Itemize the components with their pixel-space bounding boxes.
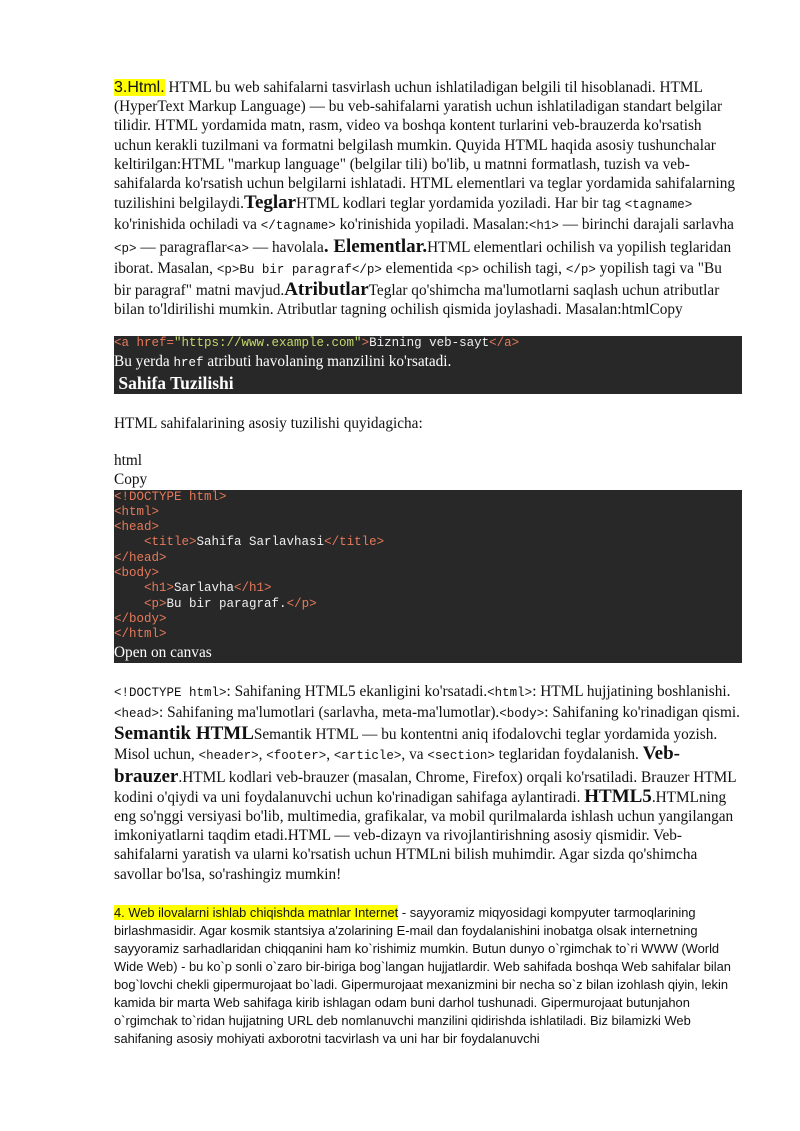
text-run: elementida — [381, 259, 457, 277]
text-run: : Sahifaning ko'rinadigan qismi. — [544, 703, 740, 721]
code-line — [114, 627, 742, 642]
code-token: <title> — [144, 535, 197, 550]
code-language-label: html — [114, 452, 143, 470]
text-run: — paragraflar — [136, 238, 227, 256]
code-token: "https://www.example.com" — [174, 336, 362, 351]
code-token: </head> — [114, 550, 167, 565]
text-run: HTML kodlari teglar yordamida yoziladi. Har bir tag — [296, 195, 625, 213]
copy-button[interactable]: Copy — [114, 471, 148, 489]
heading-html5: HTML5 — [584, 785, 652, 807]
text-run: — havolala — [249, 238, 324, 256]
section3-paragraph — [114, 78, 742, 319]
text-run: : HTML hujjatining boshlanishi. — [532, 682, 731, 700]
inline-code: <article> — [333, 749, 402, 764]
code-line — [114, 597, 742, 612]
text-run: Teglar qo'shimcha ma'lumotlarni saqlash uchun atributlar bilan to'ldirilishi mumkin. Atributlar tagning ochilish qismida joylashadi. Masalan:htmlCopy — [114, 282, 720, 319]
code-token: </html> — [114, 627, 167, 642]
code-line — [114, 535, 742, 550]
section3-explanation — [114, 682, 742, 884]
heading-sahifa-tuzilishi: Sahifa Tuzilishi — [114, 372, 234, 393]
code-token: </p> — [286, 596, 317, 611]
code-line — [114, 505, 742, 520]
inline-code: <footer> — [266, 749, 327, 764]
text-run: HTML bu web sahifalarni tasvirlash uchun ishlatiladigan belgili til hisoblanadi. HTML (HyperText Markup Language) — bu veb-sahifalarni yaratish uchun ishlatiladigan standart belgilar tilidir. HTML yordamida matn, rasm, video va boshqa kontent turlarini veb-brauzerda ko'rsatish uchun kerakli tuzilmani va formatni belgilash mumkin. Quyida HTML haqida asosiy tushunchalar keltirilgan:HTML "markup language" (belgilar tili) bo'lib, u matnni formatlash, tuzish va veb-sahifalarda ko'rsatish uchun belgilarni ishlatadi. HTML elementlari va teglar yordamida sahifalarning tuzilishini belgilaydi. — [114, 79, 736, 213]
heading-teglar: Teglar — [244, 192, 297, 214]
code-line — [114, 581, 742, 596]
code-token: <head> — [114, 520, 160, 535]
code-block-structure — [114, 490, 742, 663]
code-token: Sahifa Sarlavhasi — [196, 535, 325, 550]
text-run: .HTML kodlari veb-brauzer (masalan, Chrome, Firefox) orqali ko'rsatiladi. Brauzer HTML kodini o'qiydi va uni foydalanuvchi uchun ko'rinadigan sahifaga aylantiradi. — [114, 768, 737, 806]
code-line — [114, 490, 742, 505]
section4-title: 4. Web ilovalarni ishlab chiqishda matnlar Internet — [114, 904, 399, 920]
text-run: Bu yerda — [114, 352, 174, 370]
code-token: Bu bir paragraf. — [166, 596, 287, 611]
inline-code: <!DOCTYPE html> — [114, 685, 227, 700]
inline-code: </tagname> — [260, 219, 336, 234]
text-run: : Sahifaning HTML5 ekanligini ko'rsatadi. — [226, 682, 488, 700]
code-line — [114, 612, 742, 627]
code-line — [114, 566, 742, 581]
code-line — [114, 520, 742, 535]
text-run: Semantik HTML — bu kontentni aniq ifodalovchi teglar yordamida yozish. Misol uchun, — [114, 726, 718, 764]
text-run: teglaridan foydalanish. — [494, 746, 643, 764]
inline-code: <tagname> — [624, 198, 693, 213]
text-run: .HTMLning eng so'nggi versiyasi bo'lib, multimedia, grafikalar, va mobil qurilmalarda ishlash uchun yangilangan imkoniyatlarni taqdim etadi.HTML — veb-dizayn va rivojlantirishning asosiy qismidir. Veb-sahifalarni yaratish va ularni ko'rsatish uchun HTMLni bilish muhimdir. Agar sizda qo'shimcha savollar bo'lsa, so'rashingiz mumkin! — [114, 788, 734, 883]
heading-veb-brauzer: Veb-brauzer — [114, 743, 680, 787]
text-run: HTML elementlari ochilish va yopilish teglaridan iborat. Masalan, — [114, 238, 732, 277]
code-token: Bizning veb-sayt — [369, 336, 490, 351]
text-run: atributi havolaning manzilini ko'rsatadi. — [203, 352, 452, 370]
open-on-canvas-button[interactable]: Open on canvas — [114, 643, 212, 661]
code-token: > — [361, 336, 370, 351]
heading-atributlar: Atributlar — [284, 279, 369, 301]
inline-code: <html> — [487, 685, 533, 700]
inline-code: <p> — [456, 262, 480, 277]
heading-semantik-html: Semantik HTML — [114, 723, 254, 745]
code-line — [114, 551, 742, 566]
text-run: , va — [401, 746, 428, 764]
inline-code: <p> — [114, 241, 137, 256]
code-block-link — [114, 336, 742, 394]
code-token: href= — [129, 336, 175, 351]
text-run: , — [326, 746, 334, 764]
code-token: <p> — [144, 596, 167, 611]
inline-code: <h1> — [528, 219, 559, 234]
section3-number: 3.Html. — [114, 79, 165, 96]
text-run: ko'rinishida ochiladi va — [114, 216, 261, 234]
structure-intro: HTML sahifalarining asosiy tuzilishi quyidagicha: — [114, 414, 423, 432]
inline-code: href — [173, 355, 204, 370]
code-token: </title> — [324, 535, 385, 550]
heading-elementlar: . Elementlar. — [323, 235, 428, 257]
code-note — [114, 352, 742, 373]
text-run: ochilish tagi, — [479, 259, 566, 277]
code-token: <html> — [114, 504, 160, 519]
code-token: <body> — [114, 566, 160, 581]
code-token: </h1> — [234, 581, 272, 596]
section4-paragraph — [114, 904, 742, 1048]
code-token: <a — [114, 336, 130, 351]
code-token: <!DOCTYPE html> — [114, 489, 227, 504]
code-token: <h1> — [144, 581, 175, 596]
inline-code: <p>Bu bir paragraf</p> — [216, 262, 382, 277]
inline-code: <body> — [499, 706, 545, 721]
text-run: yopilish tagi va "Bu bir paragraf" matni mavjud. — [114, 259, 722, 300]
inline-code: <a> — [226, 241, 250, 256]
text-run: - sayyoramiz miqyosidagi kompyuter tarmoqlarining birlashmasidir. Agar kosmik stantsiya a'zolarining E-mail dan foydalanishini inobatga olsak internetning sayyoramiz sarhadlaridan chiqqanini ham ko`rishimiz mumkin. Butun dunyo o`rgimchak to`ri WWW (World Wide Web) - bu ko`p sonli o`zaro bir-biriga bog`langan hujjatlardir. Web sahifada boshqa Web sahifalar bilan bog`lovchi chekli gipermurojaat bo`ladi. Gipermurojaat mexanizmini bir necha so`z bilan izohlash qiyin, lekin kamida bir marta Web sahifaga kirib ishlagan odam buni darhol tushunadi. Gipermurojaat butunjahon o`rgimchak to`ridan hujjatning URL deb nomlanuvchi manzilini qidirishda ishlatiladi. Biz bilamizki Web sahifaning asosiy mohiyati axborotni tacvirlash va uni har bir foydalanuvchi — [114, 904, 731, 1046]
inline-code: <head> — [114, 706, 160, 721]
text-run: , — [258, 746, 267, 764]
code-token: </a> — [489, 336, 520, 351]
code-token: </body> — [114, 611, 167, 626]
document-page — [114, 78, 742, 1048]
code-line — [114, 336, 742, 351]
text-run: — birinchi darajali sarlavha — [558, 216, 734, 234]
code-token: Sarlavha — [174, 581, 235, 596]
text-run: ko'rinishida yopiladi. Masalan: — [335, 216, 529, 234]
inline-code: <header> — [198, 749, 259, 764]
text-run: : Sahifaning ma'lumotlari (sarlavha, meta-ma'lumotlar). — [159, 703, 500, 721]
inline-code: </p> — [565, 262, 596, 277]
inline-code: <section> — [427, 749, 495, 764]
